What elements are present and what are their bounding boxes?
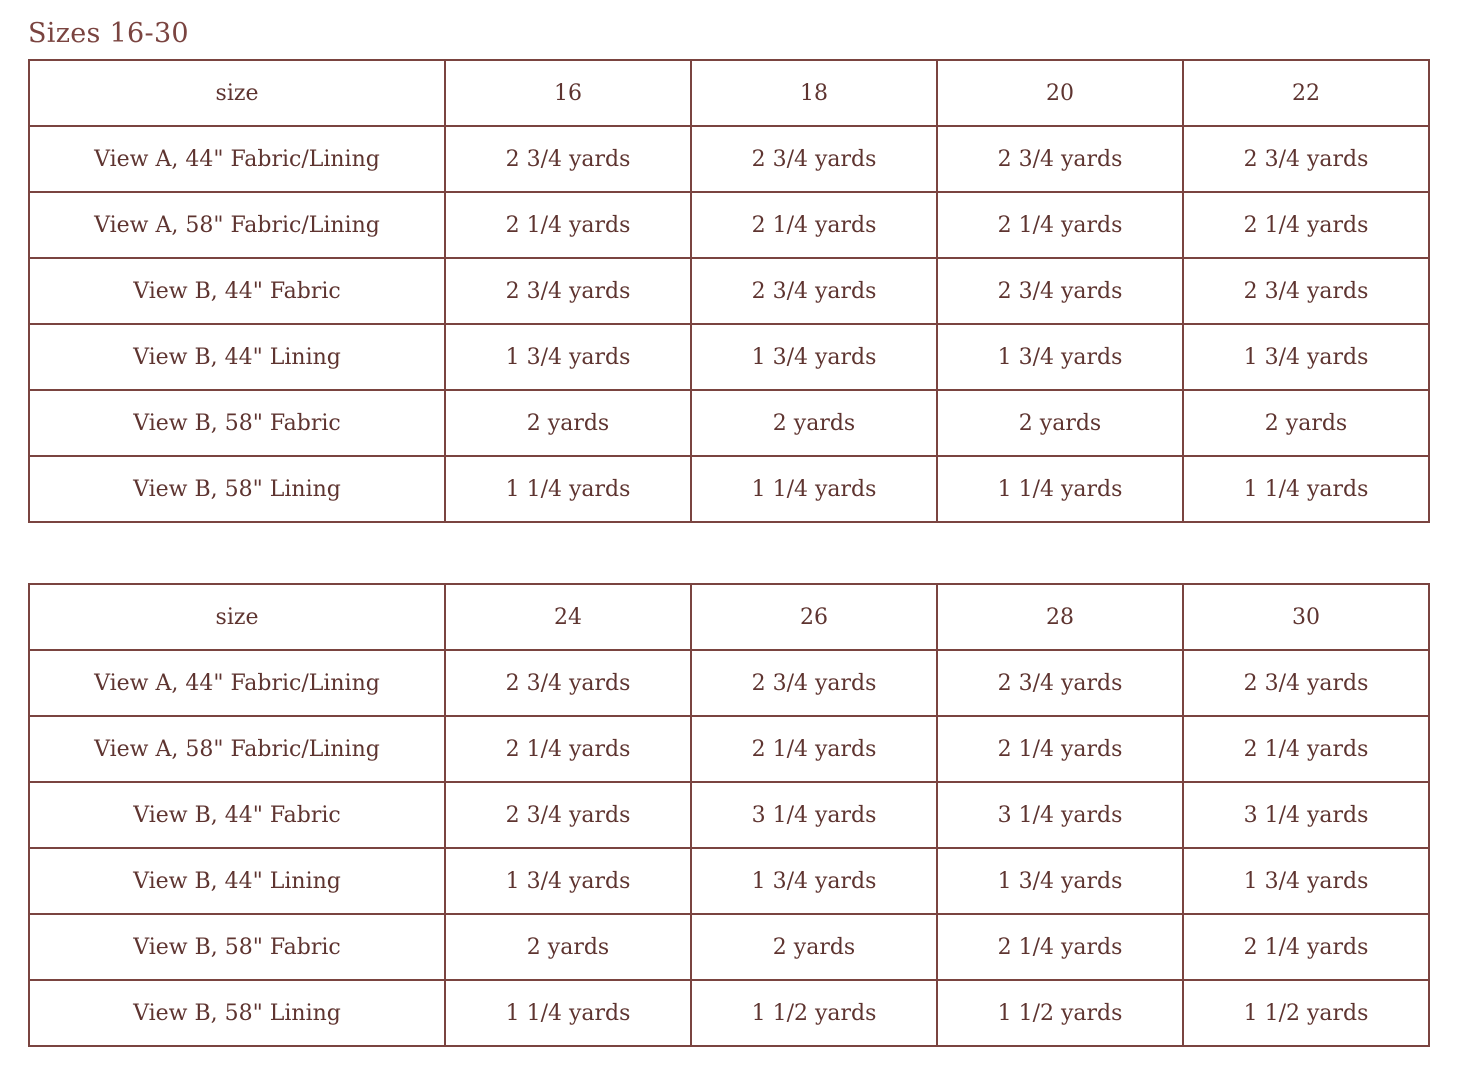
- value-cell: 1 1/4 yards: [445, 456, 691, 522]
- value-cell: 1 1/4 yards: [937, 456, 1183, 522]
- row-label-cell: View B, 58" Lining: [29, 980, 445, 1046]
- table-row: [29, 258, 1429, 324]
- value-cell: 2 1/4 yards: [1183, 914, 1429, 980]
- value-cell: 2 1/4 yards: [937, 716, 1183, 782]
- value-cell: 1 1/4 yards: [691, 456, 937, 522]
- value-cell: 1 3/4 yards: [445, 324, 691, 390]
- header-cell: 16: [445, 60, 691, 126]
- value-cell: 2 3/4 yards: [445, 258, 691, 324]
- row-label-cell: View B, 58" Lining: [29, 456, 445, 522]
- header-cell: 20: [937, 60, 1183, 126]
- value-cell: 1 1/4 yards: [445, 980, 691, 1046]
- value-cell: 2 yards: [937, 390, 1183, 456]
- table-row: [29, 782, 1429, 848]
- header-cell: 24: [445, 584, 691, 650]
- table-row: [29, 650, 1429, 716]
- header-cell: size: [29, 584, 445, 650]
- table-row: [29, 324, 1429, 390]
- value-cell: 2 3/4 yards: [937, 126, 1183, 192]
- header-cell: 18: [691, 60, 937, 126]
- value-cell: 2 yards: [445, 914, 691, 980]
- value-cell: 1 3/4 yards: [937, 324, 1183, 390]
- value-cell: 2 1/4 yards: [937, 192, 1183, 258]
- value-cell: 3 1/4 yards: [691, 782, 937, 848]
- value-cell: 1 1/2 yards: [691, 980, 937, 1046]
- value-cell: 2 3/4 yards: [937, 258, 1183, 324]
- row-label-cell: View B, 44" Lining: [29, 324, 445, 390]
- value-cell: 3 1/4 yards: [937, 782, 1183, 848]
- value-cell: 2 1/4 yards: [691, 192, 937, 258]
- row-label-cell: View A, 44" Fabric/Lining: [29, 650, 445, 716]
- header-cell: 22: [1183, 60, 1429, 126]
- value-cell: 2 1/4 yards: [445, 716, 691, 782]
- value-cell: 2 yards: [691, 390, 937, 456]
- yardage-table-sizes-24-30: [28, 583, 1430, 1047]
- value-cell: 2 1/4 yards: [937, 914, 1183, 980]
- row-label-cell: View A, 58" Fabric/Lining: [29, 716, 445, 782]
- value-cell: 2 3/4 yards: [445, 126, 691, 192]
- value-cell: 2 yards: [1183, 390, 1429, 456]
- value-cell: 1 1/4 yards: [1183, 456, 1429, 522]
- value-cell: 2 3/4 yards: [691, 258, 937, 324]
- value-cell: 3 1/4 yards: [1183, 782, 1429, 848]
- header-cell: size: [29, 60, 445, 126]
- table-row: [29, 980, 1429, 1046]
- value-cell: 2 3/4 yards: [1183, 126, 1429, 192]
- row-label-cell: View B, 44" Lining: [29, 848, 445, 914]
- value-cell: 1 1/2 yards: [937, 980, 1183, 1046]
- row-label-cell: View B, 44" Fabric: [29, 782, 445, 848]
- value-cell: 1 3/4 yards: [691, 324, 937, 390]
- value-cell: 2 3/4 yards: [1183, 258, 1429, 324]
- table-row: [29, 456, 1429, 522]
- value-cell: 2 3/4 yards: [445, 782, 691, 848]
- table-row: [29, 192, 1429, 258]
- value-cell: 1 3/4 yards: [1183, 848, 1429, 914]
- table-row: [29, 914, 1429, 980]
- value-cell: 2 3/4 yards: [691, 650, 937, 716]
- row-label-cell: View A, 44" Fabric/Lining: [29, 126, 445, 192]
- header-cell: 26: [691, 584, 937, 650]
- table-header-row: [29, 60, 1429, 126]
- value-cell: 2 yards: [445, 390, 691, 456]
- value-cell: 2 3/4 yards: [1183, 650, 1429, 716]
- value-cell: 2 1/4 yards: [1183, 192, 1429, 258]
- value-cell: 2 1/4 yards: [691, 716, 937, 782]
- value-cell: 1 3/4 yards: [1183, 324, 1429, 390]
- value-cell: 2 3/4 yards: [937, 650, 1183, 716]
- value-cell: 1 3/4 yards: [445, 848, 691, 914]
- table-row: [29, 126, 1429, 192]
- header-cell: 30: [1183, 584, 1429, 650]
- value-cell: 2 1/4 yards: [1183, 716, 1429, 782]
- value-cell: 2 3/4 yards: [445, 650, 691, 716]
- value-cell: 2 1/4 yards: [445, 192, 691, 258]
- header-cell: 28: [937, 584, 1183, 650]
- row-label-cell: View B, 58" Fabric: [29, 390, 445, 456]
- row-label-cell: View B, 58" Fabric: [29, 914, 445, 980]
- value-cell: 2 3/4 yards: [691, 126, 937, 192]
- page-heading: Sizes 16-30: [28, 18, 189, 49]
- table-row: [29, 848, 1429, 914]
- value-cell: 1 3/4 yards: [691, 848, 937, 914]
- value-cell: 2 yards: [691, 914, 937, 980]
- value-cell: 1 3/4 yards: [937, 848, 1183, 914]
- row-label-cell: View B, 44" Fabric: [29, 258, 445, 324]
- row-label-cell: View A, 58" Fabric/Lining: [29, 192, 445, 258]
- table-header-row: [29, 584, 1429, 650]
- table-row: [29, 390, 1429, 456]
- yardage-table-sizes-16-22: [28, 59, 1430, 523]
- table-row: [29, 716, 1429, 782]
- value-cell: 1 1/2 yards: [1183, 980, 1429, 1046]
